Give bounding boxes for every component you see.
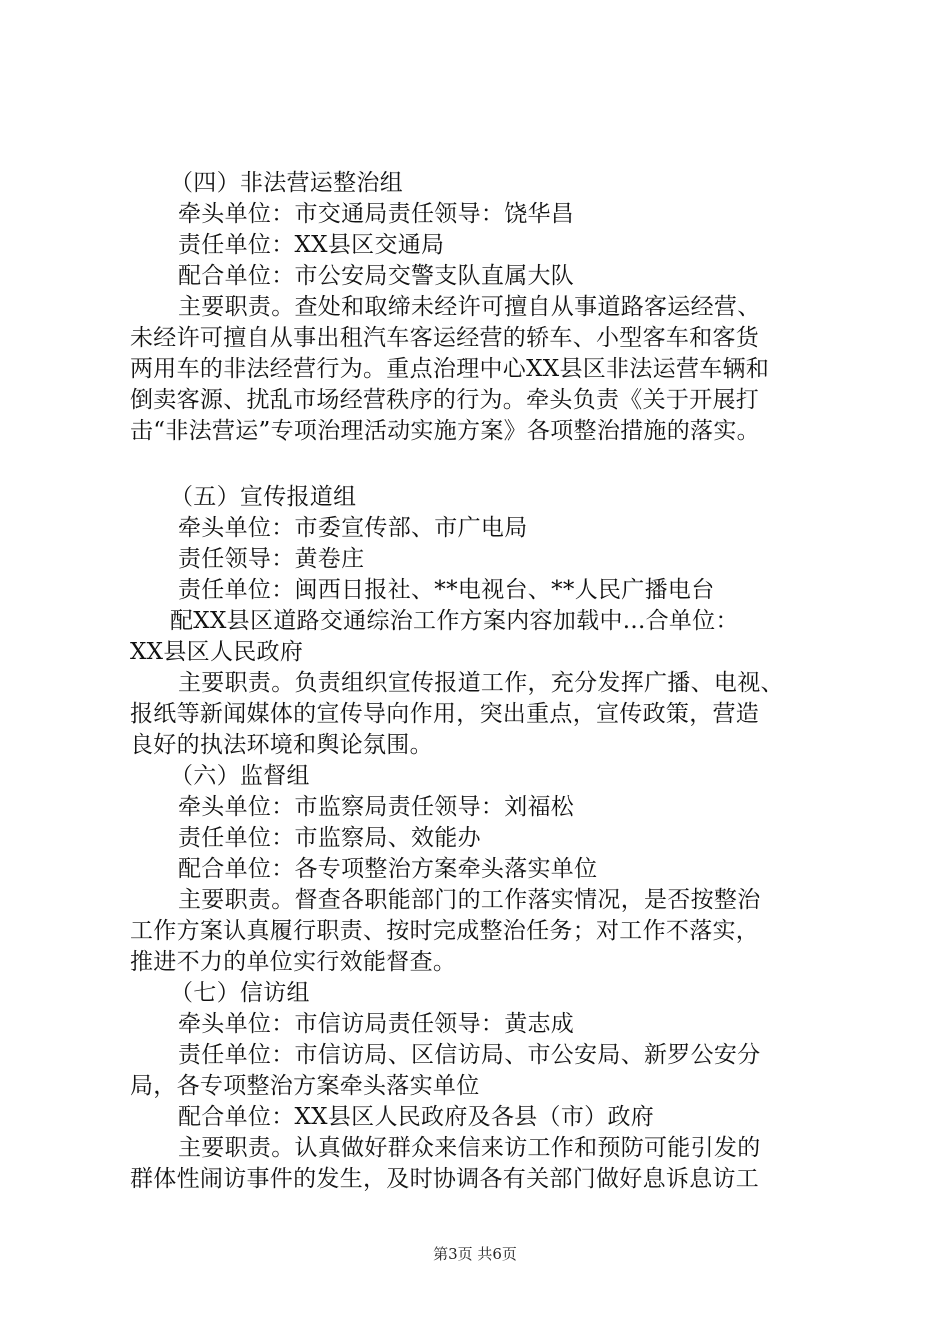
text-line: 局，各专项整治方案牵头落实单位: [130, 1073, 480, 1099]
text-line: 主要职责。督查各职能部门的工作落实情况，是否按整治: [178, 887, 761, 913]
text-line: 牵头单位：市交通局责任领导：饶华昌: [178, 201, 575, 227]
text-line: 牵头单位：市信访局责任领导：黄志成: [178, 1011, 575, 1037]
text-line: 牵头单位：市委宣传部、市广电局: [178, 515, 528, 541]
text-line: 责任单位：闽西日报社、**电视台、**人民广播电台: [178, 577, 715, 603]
text-line: 责任单位：XX县区交通局: [178, 232, 445, 258]
section-heading-7: （七）信访组: [170, 980, 310, 1006]
text-line: 主要职责。认真做好群众来信来访工作和预防可能引发的: [178, 1135, 761, 1161]
text-line: 配XX县区道路交通综治工作方案内容加载中...合单位：: [170, 608, 739, 634]
text-line: 群体性闹访事件的发生，及时协调各有关部门做好息诉息访工: [130, 1166, 760, 1192]
text-line: 推进不力的单位实行效能督查。: [130, 949, 457, 975]
text-line: 工作方案认真履行职责、按时完成整治任务；对工作不落实，: [130, 918, 760, 944]
text-line: 责任领导：黄卷庄: [178, 546, 365, 572]
text-line: 报纸等新闻媒体的宣传导向作用，突出重点，宣传政策，营造: [130, 701, 760, 727]
text-line: 主要职责。查处和取缔未经许可擅自从事道路客运经营、: [178, 294, 761, 320]
section-heading-6: （六）监督组: [170, 763, 310, 789]
text-line: 主要职责。负责组织宣传报道工作，充分发挥广播、电视、: [178, 670, 784, 696]
page-body: [130, 168, 830, 1195]
text-line: 良好的执法环境和舆论氛围。: [130, 732, 433, 758]
text-line: 责任单位：市监察局、效能办: [178, 825, 481, 851]
paragraph-gap: [130, 447, 830, 482]
text-line: 责任单位：市信访局、区信访局、市公安局、新罗公安分: [178, 1042, 761, 1068]
text-line: 未经许可擅自从事出租汽车客运经营的轿车、小型客车和客货: [130, 325, 760, 351]
text-line: 倒卖客源、扰乱市场经营秩序的行为。牵头负责《关于开展打: [130, 387, 760, 413]
text-line: 两用车的非法经营行为。重点治理中心XX县区非法运营车辆和: [130, 356, 770, 382]
text-line: 配合单位：XX县区人民政府及各县（市）政府: [178, 1104, 655, 1130]
text-line: 牵头单位：市监察局责任领导：刘福松: [178, 794, 575, 820]
text-line: 配合单位：各专项整治方案牵头落实单位: [178, 856, 598, 882]
page-footer: 第3页 共6页: [433, 1245, 517, 1263]
text-line: 配合单位：市公安局交警支队直属大队: [178, 263, 575, 289]
section-heading-4: （四）非法营运整治组: [170, 170, 403, 196]
section-heading-5: （五）宣传报道组: [170, 484, 357, 510]
text-line: XX县区人民政府: [130, 639, 304, 665]
text-line: 击“非法营运”专项治理活动实施方案》各项整治措施的落实。: [130, 418, 760, 444]
